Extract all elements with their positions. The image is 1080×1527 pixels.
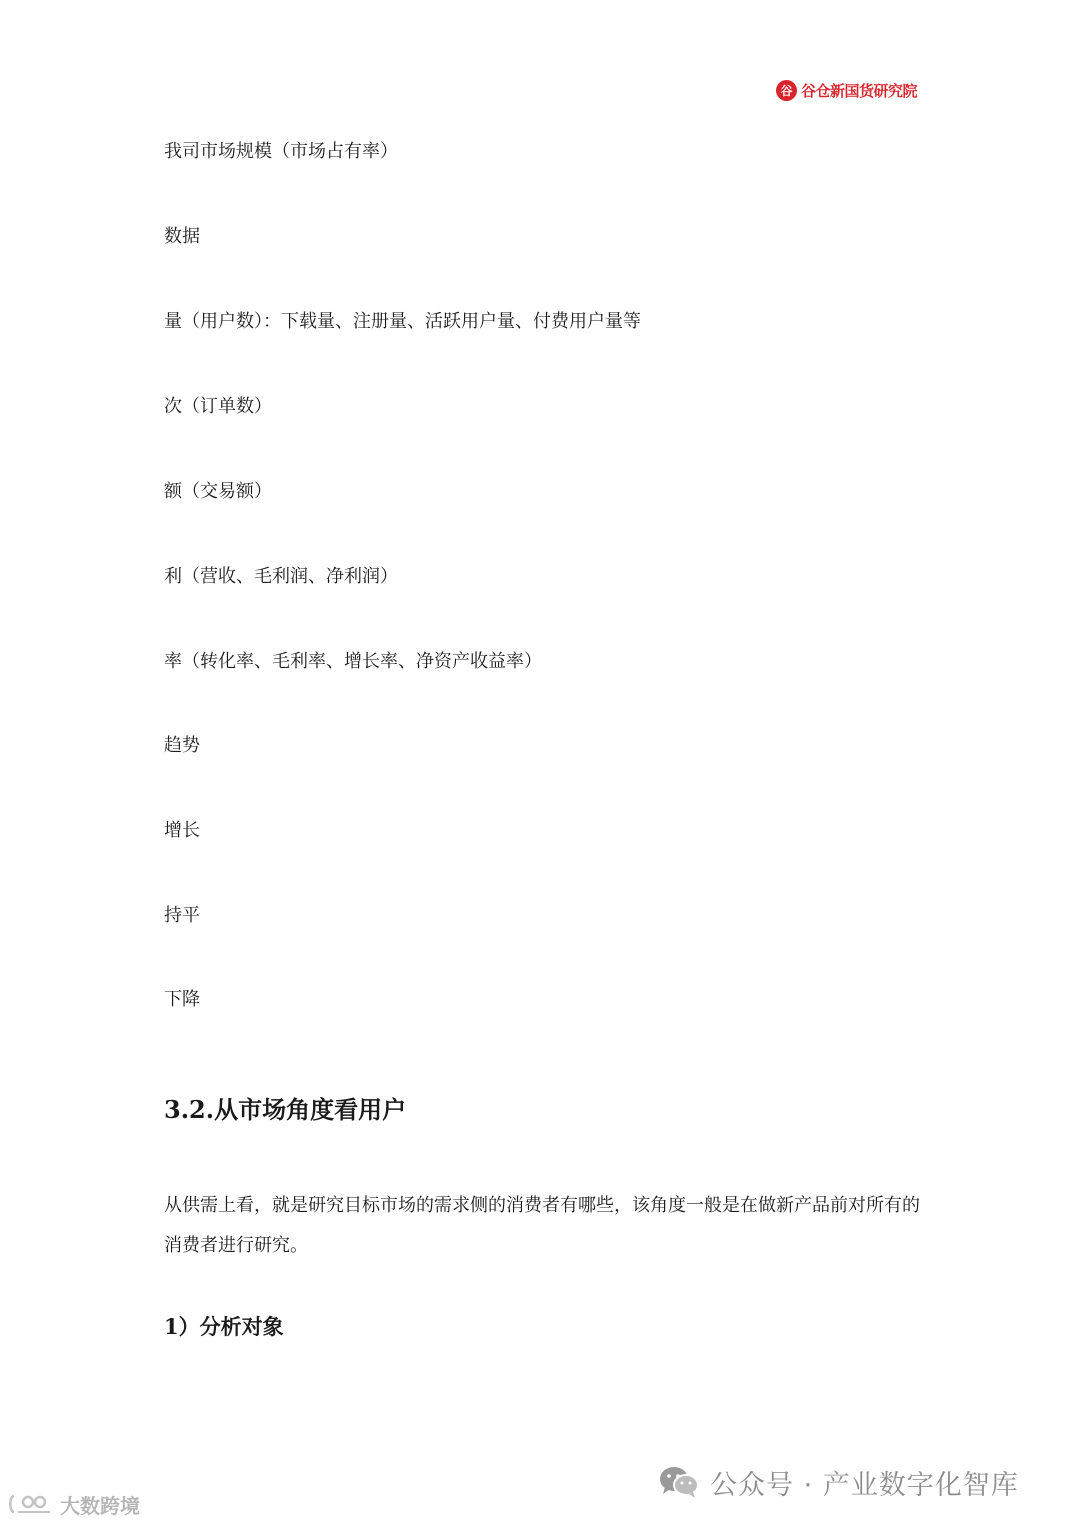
subheading-analysis-object: 1）分析对象 bbox=[164, 1314, 284, 1339]
list-line-volume: 量（用户数）：下载量、注册量、活跃用户量、付费用户量等 bbox=[164, 311, 641, 332]
list-line-decline: 下降 bbox=[164, 989, 200, 1010]
watermark-dashu-text: 大数跨境 bbox=[60, 1493, 140, 1518]
list-line-market-share: 我司市场规模（市场占有率） bbox=[164, 141, 398, 162]
brand-logo-text: 谷仓新国货研究院 bbox=[801, 81, 918, 100]
list-line-data: 数据 bbox=[164, 226, 200, 247]
watermark-dashu bbox=[8, 1490, 140, 1518]
list-line-trend: 趋势 bbox=[164, 735, 200, 756]
list-line-orders: 次（订单数） bbox=[164, 396, 272, 417]
link-icon bbox=[8, 1492, 56, 1516]
list-line-growth: 增长 bbox=[164, 820, 200, 841]
watermark-wechat-text: 公众号 · 产业数字化智库 bbox=[710, 1469, 1019, 1501]
brand-logo bbox=[776, 78, 917, 102]
list-line-amount: 额（交易额） bbox=[164, 481, 272, 502]
brand-logo-mark: 谷 bbox=[776, 80, 797, 101]
wechat-icon bbox=[658, 1464, 700, 1500]
section-title: 3.2.从市场角度看用户 bbox=[164, 1095, 407, 1124]
watermark-wechat bbox=[658, 1462, 1019, 1502]
list-line-flat: 持平 bbox=[164, 905, 200, 926]
list-line-profit: 利（营收、毛利润、净利润） bbox=[164, 566, 398, 587]
section-paragraph: 从供需上看，就是研究目标市场的需求侧的消费者有哪些，该角度一般是在做新产品前对所有的消费者进行研究。 bbox=[164, 1195, 920, 1256]
list-line-rate: 率（转化率、毛利率、增长率、净资产收益率） bbox=[164, 651, 542, 672]
